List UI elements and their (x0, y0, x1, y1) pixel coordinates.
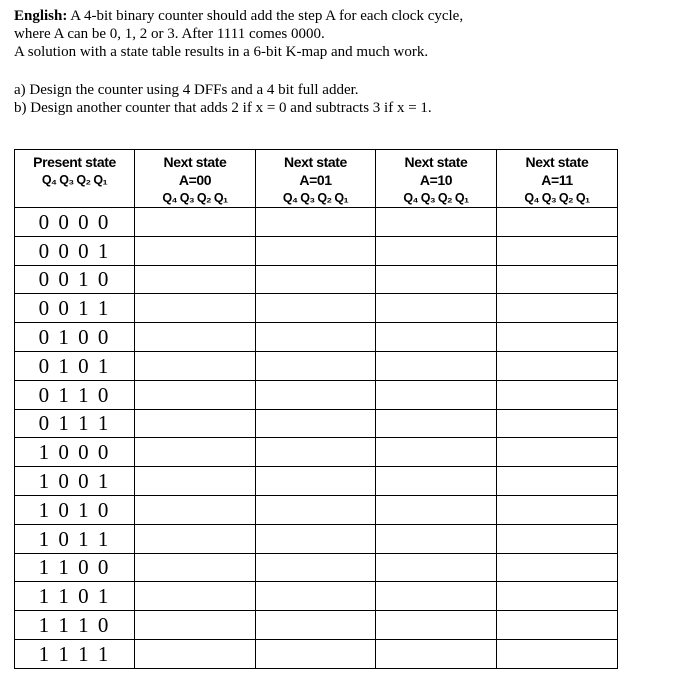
next-state-cell[interactable] (135, 524, 256, 553)
next-state-cell[interactable] (376, 639, 497, 668)
table-row (15, 294, 618, 323)
next-state-cell[interactable] (256, 611, 376, 640)
next-state-cell[interactable] (256, 294, 376, 323)
next-state-cell[interactable] (135, 351, 256, 380)
task-list (14, 81, 432, 117)
next-state-cell[interactable] (376, 467, 497, 496)
problem-line-1 (14, 7, 463, 25)
state-table (14, 149, 618, 669)
next-state-cell[interactable] (376, 294, 497, 323)
present-state-cell: 0 0 1 1 (15, 294, 135, 323)
next-state-cell[interactable] (135, 611, 256, 640)
next-state-cell[interactable] (497, 438, 618, 467)
next-state-cell[interactable] (376, 582, 497, 611)
next-state-cell[interactable] (497, 236, 618, 265)
header-title: Next state (284, 154, 347, 170)
header-title: Next state (525, 154, 589, 170)
next-state-cell[interactable] (497, 495, 618, 524)
task-b: b) Design another counter that adds 2 if x = 0 and subtracts 3 if x = 1. (14, 100, 432, 116)
next-state-cell[interactable] (376, 208, 497, 237)
header-present-state (15, 150, 135, 208)
present-state-cell: 0 0 1 0 (15, 265, 135, 294)
next-state-cell[interactable] (256, 351, 376, 380)
next-state-cell[interactable] (376, 495, 497, 524)
next-state-cell[interactable] (256, 409, 376, 438)
table-row (15, 438, 618, 467)
next-state-cell[interactable] (256, 323, 376, 352)
table-row (15, 351, 618, 380)
next-state-cell[interactable] (497, 553, 618, 582)
problem-statement (14, 7, 463, 61)
next-state-cell[interactable] (256, 467, 376, 496)
next-state-cell[interactable] (256, 208, 376, 237)
present-state-cell: 0 1 1 1 (15, 409, 135, 438)
state-table-header-row (15, 150, 618, 208)
next-state-cell[interactable] (376, 323, 497, 352)
next-state-cell[interactable] (376, 380, 497, 409)
next-state-cell[interactable] (376, 236, 497, 265)
table-row (15, 380, 618, 409)
present-state-cell: 0 0 0 0 (15, 208, 135, 237)
header-step: A=01 (299, 172, 332, 188)
next-state-cell[interactable] (135, 553, 256, 582)
present-state-cell: 1 0 1 0 (15, 495, 135, 524)
next-state-cell[interactable] (135, 294, 256, 323)
table-row (15, 409, 618, 438)
table-row (15, 553, 618, 582)
next-state-cell[interactable] (376, 409, 497, 438)
present-state-cell: 1 0 0 1 (15, 467, 135, 496)
next-state-cell[interactable] (135, 467, 256, 496)
next-state-cell[interactable] (497, 351, 618, 380)
header-title: Next state (404, 154, 468, 170)
next-state-cell[interactable] (135, 639, 256, 668)
header-bits: Q₄ Q₃ Q₂ Q₁ (403, 191, 469, 205)
header-bits: Q₄ Q₃ Q₂ Q₁ (282, 191, 349, 205)
table-row (15, 265, 618, 294)
table-row (15, 639, 618, 668)
next-state-cell[interactable] (256, 495, 376, 524)
next-state-cell[interactable] (256, 553, 376, 582)
next-state-cell[interactable] (497, 611, 618, 640)
table-row (15, 236, 618, 265)
next-state-cell[interactable] (497, 208, 618, 237)
next-state-cell[interactable] (256, 380, 376, 409)
header-bits: Q₄ Q₃ Q₂ Q₁ (162, 191, 228, 205)
next-state-cell[interactable] (497, 323, 618, 352)
next-state-cell[interactable] (135, 236, 256, 265)
next-state-cell[interactable] (256, 236, 376, 265)
table-row (15, 323, 618, 352)
problem-line-1-text: A 4-bit binary counter should add the step A for each clock cycle, (67, 8, 464, 24)
next-state-cell[interactable] (497, 294, 618, 323)
next-state-cell[interactable] (256, 438, 376, 467)
next-state-cell[interactable] (256, 582, 376, 611)
next-state-cell[interactable] (497, 639, 618, 668)
next-state-cell[interactable] (256, 639, 376, 668)
next-state-cell[interactable] (135, 495, 256, 524)
header-step: A=00 (178, 172, 212, 188)
present-state-cell: 0 1 0 0 (15, 323, 135, 352)
next-state-cell[interactable] (256, 524, 376, 553)
header-step: A=10 (419, 172, 453, 188)
next-state-cell[interactable] (497, 524, 618, 553)
present-state-cell: 1 1 0 0 (15, 553, 135, 582)
present-state-cell: 1 0 1 1 (15, 524, 135, 553)
table-row (15, 524, 618, 553)
table-row (15, 467, 618, 496)
next-state-cell[interactable] (497, 380, 618, 409)
next-state-cell[interactable] (376, 265, 497, 294)
next-state-cell[interactable] (256, 265, 376, 294)
next-state-cell[interactable] (135, 208, 256, 237)
header-title: Present state (33, 154, 116, 170)
present-state-cell: 0 0 0 1 (15, 236, 135, 265)
header-next-state-a01 (256, 150, 376, 208)
next-state-cell[interactable] (135, 323, 256, 352)
header-next-state-a00 (135, 150, 256, 208)
next-state-cell[interactable] (135, 380, 256, 409)
next-state-cell[interactable] (497, 582, 618, 611)
problem-label: English: (14, 8, 68, 24)
next-state-cell[interactable] (135, 438, 256, 467)
present-state-cell: 1 1 1 0 (15, 611, 135, 640)
table-row (15, 495, 618, 524)
problem-line-2: where A can be 0, 1, 2 or 3. After 1111 comes 0000. (14, 26, 325, 42)
next-state-cell[interactable] (376, 553, 497, 582)
next-state-cell[interactable] (135, 409, 256, 438)
header-bits: Q₄ Q₃ Q₂ Q₁ (41, 173, 108, 187)
next-state-cell[interactable] (497, 265, 618, 294)
table-row (15, 611, 618, 640)
present-state-cell: 0 1 1 0 (15, 380, 135, 409)
header-next-state-a11 (497, 150, 618, 208)
header-next-state-a10 (376, 150, 497, 208)
next-state-cell[interactable] (497, 409, 618, 438)
next-state-cell[interactable] (497, 467, 618, 496)
header-step: A=11 (541, 172, 573, 188)
next-state-cell[interactable] (376, 611, 497, 640)
present-state-cell: 0 1 0 1 (15, 351, 135, 380)
next-state-cell[interactable] (376, 438, 497, 467)
present-state-cell: 1 0 0 0 (15, 438, 135, 467)
next-state-cell[interactable] (135, 265, 256, 294)
state-table-body (15, 208, 618, 669)
table-row (15, 208, 618, 237)
present-state-cell: 1 1 0 1 (15, 582, 135, 611)
header-title: Next state (163, 154, 227, 170)
next-state-cell[interactable] (376, 351, 497, 380)
problem-line-3: A solution with a state table results in a 6-bit K-map and much work. (14, 44, 429, 60)
header-bits: Q₄ Q₃ Q₂ Q₁ (524, 191, 590, 205)
task-a: a) Design the counter using 4 DFFs and a 4 bit full adder. (14, 82, 359, 98)
next-state-cell[interactable] (135, 582, 256, 611)
next-state-cell[interactable] (376, 524, 497, 553)
table-row (15, 582, 618, 611)
present-state-cell: 1 1 1 1 (15, 639, 135, 668)
